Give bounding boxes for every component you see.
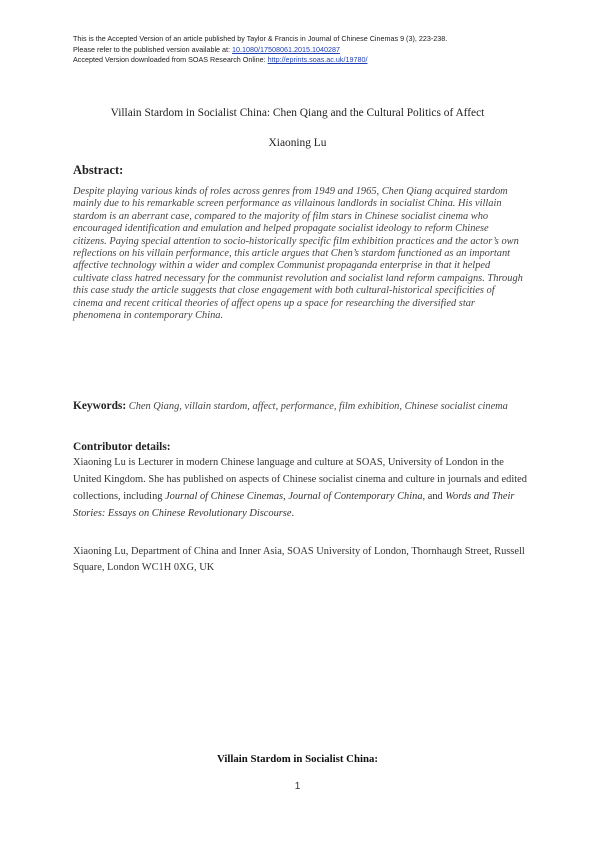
separator-2: , and	[422, 491, 446, 502]
doi-link[interactable]: 10.1080/17508061.2015.1040287	[232, 44, 340, 54]
article-title: Villain Stardom in Socialist China: Chen Qiang and the Cultural Politics of Affect	[110, 107, 485, 119]
bio-end: .	[291, 508, 295, 519]
author-name: Xiaoning Lu	[268, 137, 327, 149]
journal-2: Journal of Contemporary China	[288, 491, 423, 502]
contributor-bio-text: Xiaoning Lu is Lecturer in modern Chinese language and culture at SOAS, University of London in the United Kingdom. She has published on aspects of Chinese socialist cinema and culture in journals and edited collections, including	[73, 457, 527, 502]
abstract-text: Despite playing various kinds of roles across genres from 1949 and 1965, Chen Qiang acquired stardom mainly due to his remarkable screen performance as villainous landlords in socialist China. His villain stardom is an aberrant case, compared to the majority of film stars in Chinese socialist cinema who encouraged identification and emulation and helped propagate socialist ideology to reform Chinese citizens. Paying special attention to socio-historically specific film exhibition practices and the actor’s own reflections on his villain performance, this article argues that Chen’s stardom functioned as an important affective technology within a wider and complex Communist propaganda enterprise in that it helped cultivate class hatred necessary for the communist revolution and socialist land reform campaigns. Through this case study the article suggests that close engagement with both cultural-historical specificities of cinema and recent critical theories of affect opens up a space for researching the diversified star phenomena in contemporary China.	[73, 186, 523, 322]
abstract-heading: Abstract:	[73, 163, 124, 177]
keywords-value: Chen Qiang, villain stardom, affect, performance, film exhibition, Chinese socialist cinema	[128, 401, 508, 412]
header-doi-prefix: Please refer to the published version available at:	[73, 44, 233, 54]
header-line-3	[73, 55, 543, 66]
contributor-heading: Contributor details:	[73, 441, 171, 453]
separator-1: ,	[283, 491, 289, 502]
book-title: Words and Their Stories: Essays on Chinese Revolutionary Discourse	[73, 491, 515, 519]
contributor-address: Xiaoning Lu, Department of China and Inner Asia, SOAS University of London, Thornhaugh Street, Russell Square, London WC1H 0XG, UK	[73, 546, 525, 573]
header-eprint-prefix: Accepted Version downloaded from SOAS Research Online:	[73, 55, 268, 64]
page-number: 1	[294, 781, 301, 792]
section-title: Villain Stardom in Socialist China:	[217, 753, 378, 765]
journal-1: Journal of Chinese Cinemas	[165, 491, 284, 502]
header-line-2	[73, 45, 543, 56]
keywords	[73, 400, 523, 413]
contributor-bio	[73, 454, 528, 522]
header-citation	[73, 34, 543, 66]
header-line-1: This is the Accepted Version of an article published by Taylor & Francis in Journal of Chinese Cinemas 9 (3), 223-238.	[73, 34, 448, 43]
eprint-link[interactable]: http://eprints.soas.ac.uk/19780/	[267, 55, 368, 64]
keywords-label: Keywords:	[73, 400, 127, 412]
